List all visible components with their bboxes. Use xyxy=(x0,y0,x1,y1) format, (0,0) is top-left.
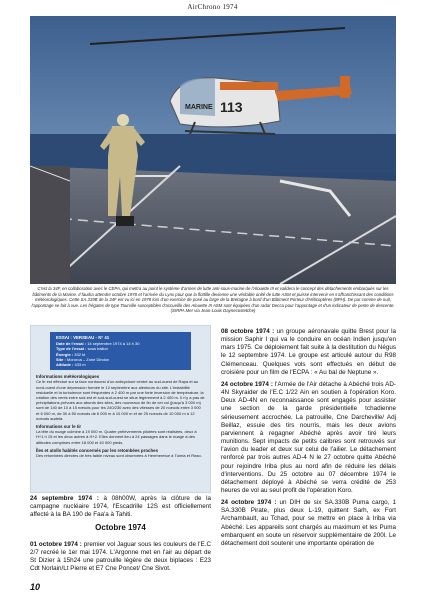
info-section-title: Informations météorologiques xyxy=(36,374,100,380)
entry-date: 01 octobre 1974 : xyxy=(30,540,82,548)
essai-row: Énergie : 332 kt xyxy=(56,351,86,357)
page-header: AirChrono 1974 xyxy=(187,3,238,11)
page-number: 10 xyxy=(30,582,41,592)
entry-text: à 08h00W, après la clôture de la campagne nucléaire 1974, l'Escadrille 12S est officiellement affecté à la BA 190 de Faa'a à Tahiti. xyxy=(30,495,211,519)
left-column xyxy=(30,495,211,577)
right-column xyxy=(221,328,396,552)
section-title: Octobre 1974 xyxy=(95,523,146,533)
entry-text: un DIH de six SA.330B Puma cargo, 1 SA.330B Pirate, plus deux L-19, quittent Sarh, ex Fort Archambault, au Tchad, pour se mettre en place à Iriba via Abéché. Les appareils sont chargés au maximum et les Puma embarquent en soute un réservoir supplémentaire de 200l. Le détachement doit soutenir une importante opération de xyxy=(221,499,397,547)
essai-row: Date de l'essai : 14 septembre 1974 à 14 h 30 xyxy=(56,341,140,347)
entry-text: un groupe aéronavale quitte Brest pour la mission Saphir I qui va le conduire en océan Indien jusqu'en mars 1975. Ce déploiement fait suite à la destitution du Négus le 12 septembre 1974. Le groupe est articulé autour du R98 Clémenceau. Quelques vols sont effectués en début de croisière pour un film de l'ECPA : « Au bal de Neptune ». xyxy=(221,328,397,376)
helicopter-marking-number: 113 xyxy=(220,99,243,115)
entry-paragraph xyxy=(30,541,211,574)
essai-row: Type de l'essai : sous ballon xyxy=(56,346,108,352)
entry-text: l'Armée de l'Air détache à Abéché trois AD-4N Skyraider de l'E.C 1/22 Ain en soutien à l'opération Koro. Deux AD-4N en reconnaissance sont engagés pour assister une section de la garde présidentielle tchadienne sérieusement accrochée. La patrouille, Cne Darcheville/ Adj Beillaz, essuie des tirs nourris, mais les deux avions parviennent à regagner Abéché après avoir tiré leurs munitions. Sept impacts de petits calibres sont retrouvés sur l'avion du leader et deux sur celui de l'ailier. Le détachement renforcé par trois autres AD-4 N le 27 octobre quitte Abéché pour rejoindre Iriba plus au nord afin de réduire les délais d'interventions. Du 25 octobre au 07 décembre 1974 le détachement déployé à Abéché se verra crédité de 253 heures de vol au seul profit de l'opération Koro. xyxy=(221,380,396,494)
helicopter-marking-marine: MARINE xyxy=(185,104,213,111)
info-section-text: La tête du nuage culmine à 19 000 m. Quatre prélèvements pilotées sont réalisées, deux à H+1 h 15 et les deux autres à H+2. Elles donnent lieu à 24 passages dans le nuage à des altitudes comprises entre 18 000 et 40 000 pieds. xyxy=(36,429,197,445)
essai-row: Altitude : 433 m xyxy=(56,362,86,368)
essai-title: ESSAI : VERSEAU - N° 41 xyxy=(56,335,110,340)
entry-paragraph xyxy=(221,381,396,495)
info-box xyxy=(30,325,211,493)
info-section-title: Informations sur le tir xyxy=(36,424,82,430)
helicopter-photo xyxy=(30,16,396,284)
essai-box xyxy=(50,332,191,370)
entry-text: premier vol Jaguar sous les couleurs de l'E.C 2/7 recréé le 1er mai 1974. L'Argonne met en l'air au départ de St Dizier à 15h24 une patrouille légère de deux biplaces : E23 Cdt Norlain/Lt Pierre et E7 Cne Poncet/ Cne Sivot. xyxy=(30,540,211,573)
info-section-text: Ce tir est effectué sur la face nordouest d'un anticyclone centré au sud-ouest de Rapa et au nord-ouest d'une dépression formée le 12 septembre aux alentours du site. L'instabilité résiduelle et la turbulence sont fréquentes à 2 400 m par une forte inversion de température, la rotation des vents entre sud-est et sud-sud-ouest se situe légèrement à 2 400 m. Il n'y a pas de précipitations prévues aux abords des sites, des nouveaux de fin de cet vol (jusqu'à 3 000 m) sont de 140 de 10 à 15 nœuds pour les 240/230 avec des vitesses de 20 noeuds entre 3 000 et 6 000 m, de 30 à 50 noeuds de 6 000 m à 10 000 m et de 25 noeuds de 10 000 m à 12 noeuds audelà. xyxy=(36,379,205,421)
essai-row: Site : Moruroa – Zone Dindon xyxy=(56,356,110,362)
entry-paragraph xyxy=(221,499,396,548)
photo-caption: C'est la 34F, en collaboration avec le CEPA, qui mettra au point le système d'armes de lutte anti-sous-marine de l'Alouette III et validera le concept des détachements embarqués sur les bâtiments de la Marine. Il faudra attendre octobre 1978 et l'arrivée du Lynx pour que la flottille devienne une véritable unité de lutte ASM et puisse intervenir en s'affranchissant des conditions météorologiques. Cette SA.319B de la 34F est vu ici en 1978 lors d'un exercice de posé au large de la Bretagne à bord d'un Bâtiment Porteur d'Hélicoptères (BPH). De par comme de nuit, l'appontage se fait à vue. Les frégates de type Tourville susceptibles d'accueillir des Alouette III ASM sont équipées d'un radar Decca pour l'appontage et d'un indicateur de pente de descente. (SIRPA Mer via Jean-Louis Daynecostetche) xyxy=(31,286,395,314)
entry-date: 24 octobre 1974 : xyxy=(221,499,277,507)
info-section-title: Îles et atolls habités concernés par les retombées proches xyxy=(36,447,159,453)
entry-paragraph xyxy=(30,495,211,519)
entry-date: 08 octobre 1974 : xyxy=(221,328,275,335)
info-section-text: Des retombées directes de très faible niveau sont observées à Hereheretue à Tureia et Reao. xyxy=(36,453,202,459)
entry-date: 24 septembre 1974 : xyxy=(30,495,99,502)
entry-paragraph xyxy=(221,328,396,377)
entry-date: 24 octobre 1974 : xyxy=(221,380,273,388)
